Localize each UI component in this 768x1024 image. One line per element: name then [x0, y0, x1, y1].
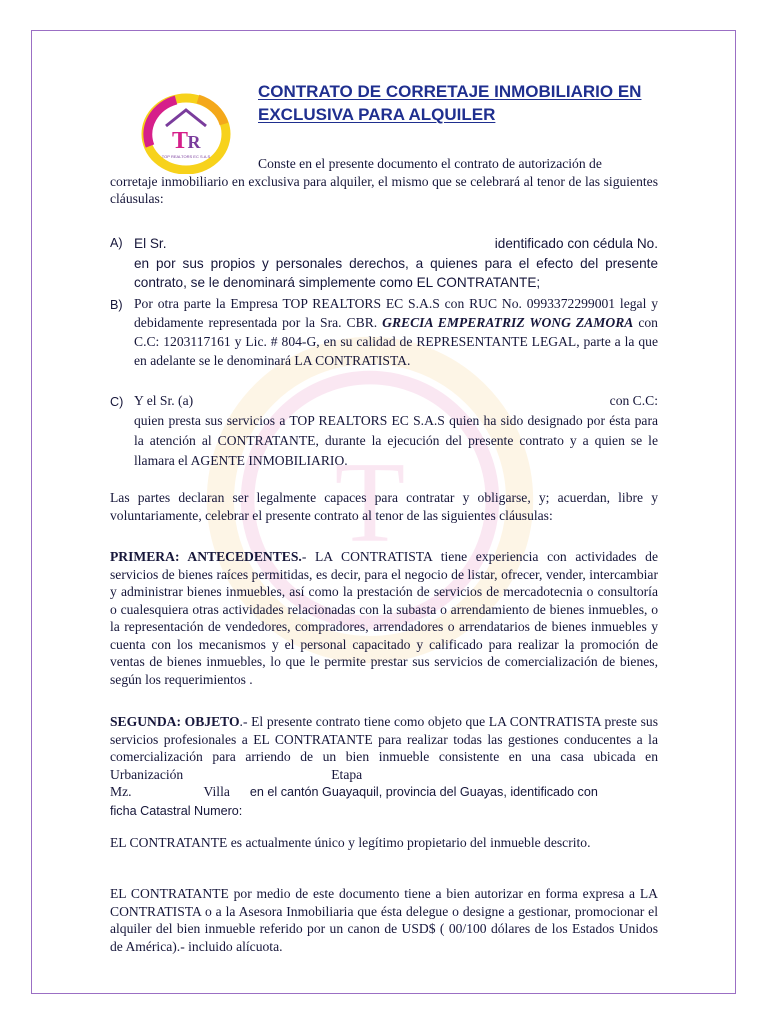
item-b [134, 294, 658, 370]
segunda-mz: Mz. [110, 784, 132, 799]
intro-paragraph [110, 155, 658, 208]
item-a-left: El Sr. [134, 236, 167, 251]
clausula-segunda [110, 713, 658, 820]
intro-rest: corretaje inmobiliario en exclusiva para alquiler, el mismo que se celebrará al tenor de las siguientes cláusulas: [110, 173, 658, 206]
intro-first-line: Conste en el presente documento el contrato de autorización de [258, 156, 602, 171]
item-b-marker: B) [110, 298, 123, 312]
title-line-1: CONTRATO DE CORRETAJE INMOBILIARIO EN [258, 82, 642, 101]
item-b-post: con C.C: 1203117161 y Lic. # 804-G, en su calidad de REPRESENTANTE LEGAL, parte a la que en adelante se le denominará LA CONTRATISTA. [134, 315, 658, 368]
segunda-tail: en el cantón Guayaquil, provincia del Guayas, identificado con [249, 785, 598, 799]
item-c-left: Y el Sr. (a) [134, 393, 194, 408]
segunda-etapa: Etapa [331, 766, 363, 782]
item-a [134, 234, 658, 293]
item-c-marker: C) [110, 395, 124, 409]
item-c-right: con C.C: [609, 393, 658, 408]
svg-text:T: T [171, 128, 189, 154]
propietario-paragraph: EL CONTRATANTE es actualmente único y legítimo propietario del inmueble descrito. [110, 835, 591, 850]
item-a-marker: A) [110, 236, 123, 250]
item-c-text: quien presta sus servicios a TOP REALTORS EC S.A.S quien ha sido designado por ésta para la atención al CONTRATANTE, durante la ejecución del presente contrato y a quien se le llamara el AGENTE INMOBILIARIO. [134, 413, 658, 468]
segunda-text: .- El presente contrato tiene como objeto que LA CONTRATISTA preste sus servicios profesionales a EL CONTRATANTE para realizar todas las gestiones conducentes a la comercialización para arriendo de un bien inmueble consistente en una casa ubicada en Urbanización [110, 714, 658, 782]
svg-text:R: R [187, 132, 201, 152]
partes-paragraph: Las partes declaran ser legalmente capaces para contratar y obligarse, y; acuerdan, libre y voluntariamente, celebrar el presente contrato al tenor de las siguientes cláusulas: [110, 490, 658, 523]
document-title [258, 80, 641, 126]
segunda-heading: SEGUNDA: OBJETO [110, 714, 240, 729]
title-line-2: EXCLUSIVA PARA ALQUILER [258, 105, 496, 124]
svg-text:T: T [334, 438, 406, 567]
logo-caption: TOP REALTORS EC S.A.S [161, 154, 211, 159]
primera-heading: PRIMERA: ANTECEDENTES. [110, 549, 302, 564]
item-a-right: identificado con cédula No. [494, 236, 658, 251]
item-b-pre: Por otra parte la Empresa TOP REALTORS EC S.A.S con RUC No. 0993372299001 legal y debidamente representada por la Sra. CBR. [134, 296, 658, 330]
primera-text: - LA CONTRATISTA tiene experiencia con actividades de servicios de bienes raíces permitidas, es decir, para el negocio de listar, ofrecer, vender, intercambiar y administrar bienes inmuebles, así como la prestación de servicios de mercadotecnia o consultoría o cualesquiera otras actividades relacionadas con la subasta o arrendamiento de bienes inmuebles, o la representación de vendedores, compradores, arrendadores o arrendatarios de bienes inmuebles y cuenta con los mecanismos y el personal capacitado y calificado para realizar la promoción de ventas de bienes inmuebles, lo que le permite prestar sus servicios de comercialización de bienes, según los requerimientos . [110, 549, 659, 687]
representative-name: GRECIA EMPERATRIZ WONG ZAMORA [382, 315, 634, 330]
item-c [134, 391, 658, 471]
segunda-ficha: ficha Catastral Numero: [110, 803, 243, 818]
segunda-villa: Villa [203, 784, 230, 799]
item-a-text: en por sus propios y personales derechos, a quienes para el efecto del presente contrato, se le denominará simplemente como EL CONTRATANTE; [134, 255, 658, 290]
autoriza-paragraph: EL CONTRATANTE por medio de este documento tiene a bien autorizar en forma expresa a LA CONTRATISTA o a la Asesora Inmobiliaria que ésta delegue o designe a gestionar, promocionar el alquiler del bien inmueble referido por un canon de USD$ ( 00/100 dólares de los Estados Unidos de América).- incluido alícuota. [110, 886, 658, 954]
clausula-primera [110, 548, 658, 688]
